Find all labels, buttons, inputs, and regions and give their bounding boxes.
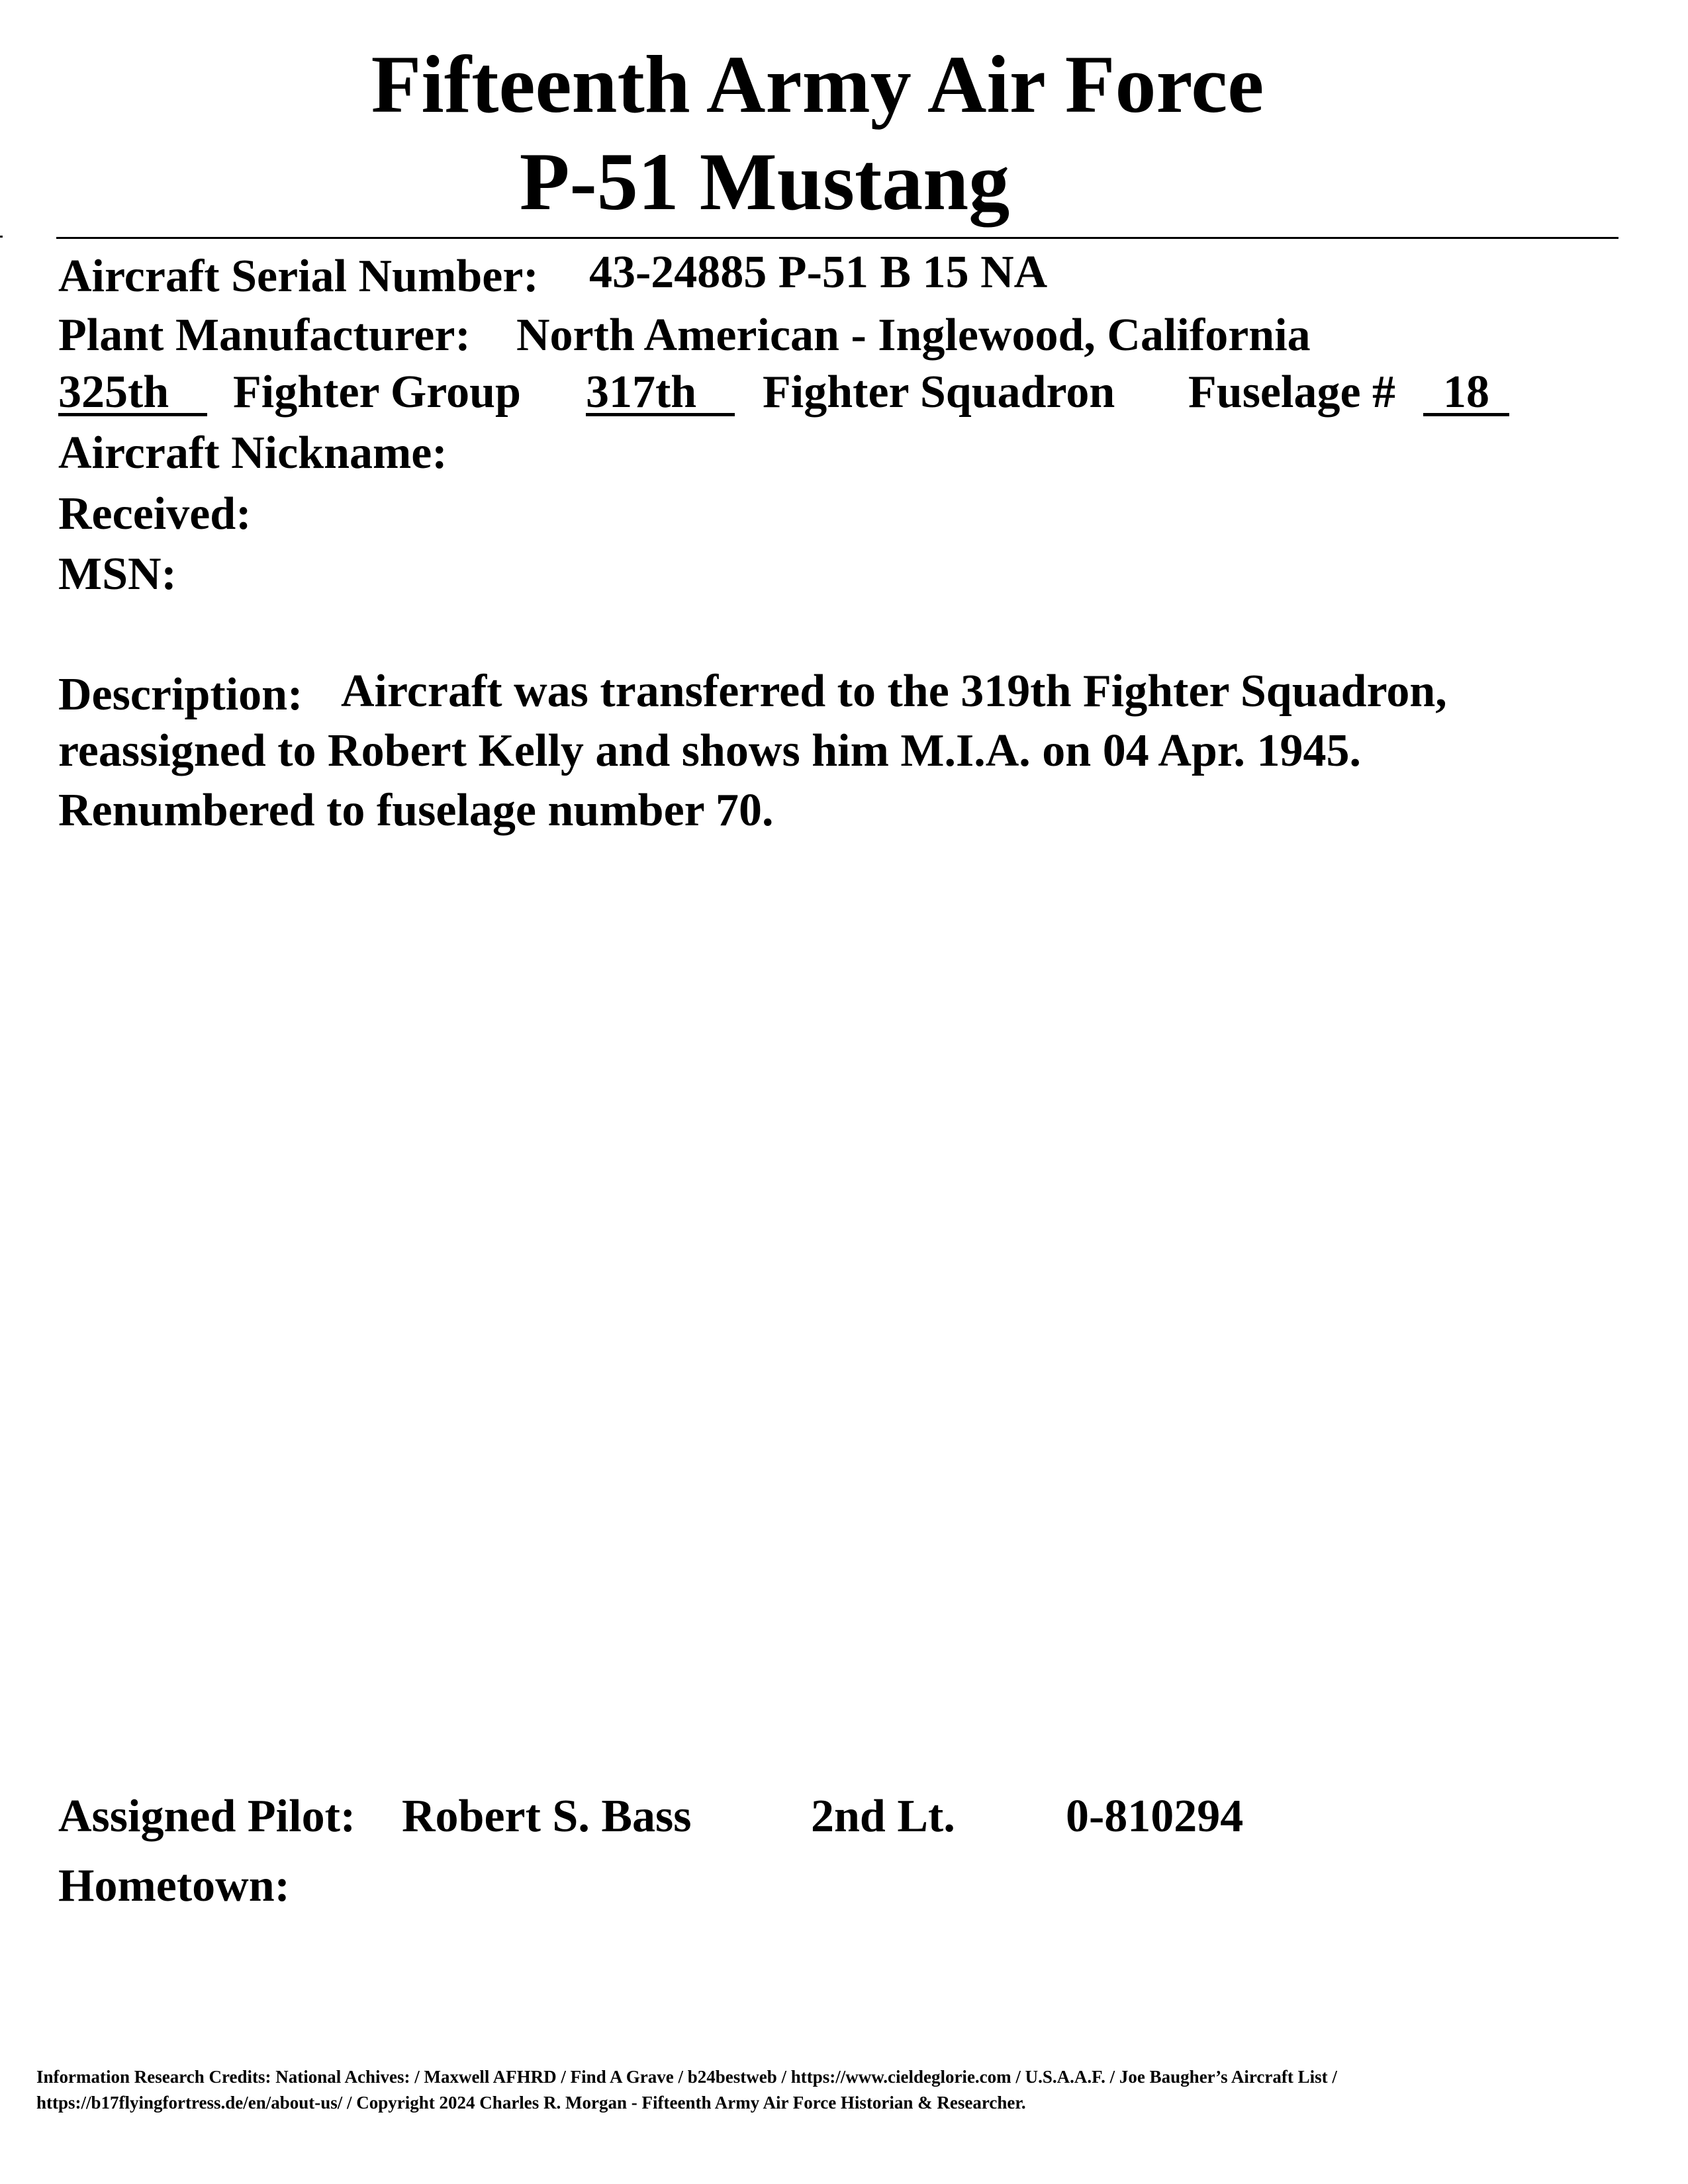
fighter-group-label: Fighter Group [233, 367, 521, 418]
hometown-label: Hometown: [58, 1860, 290, 1911]
pilot-service-number: 0-810294 [1066, 1791, 1244, 1842]
fighter-squadron-label: Fighter Squadron [763, 367, 1115, 418]
credits-line-2: https://b17flyingfortress.de/en/about-us/ / Copyright 2024 Charles R. Morgan - Fifteenth Army Air Force Historian & Researcher. [36, 2093, 1026, 2113]
fuselage-label: Fuselage # [1188, 367, 1396, 418]
description-label: Description: [58, 669, 303, 720]
serial-label: Aircraft Serial Number: [58, 251, 539, 302]
fuselage-value: 18 [1423, 372, 1509, 416]
pilot-name: Robert S. Bass [402, 1791, 692, 1842]
manufacturer-value: North American - Inglewood, California [516, 310, 1311, 361]
squadron-row [586, 366, 735, 419]
msn-label: MSN: [58, 549, 177, 600]
document-subtitle: P-51 Mustang [519, 136, 1010, 227]
fuselage-row [1423, 366, 1509, 419]
header-divider [56, 237, 1618, 239]
description-line-1: Aircraft was transferred to the 319th Fighter Squadron, [341, 666, 1447, 717]
fighter-squadron-value: 317th [586, 372, 735, 416]
group-row [58, 366, 207, 419]
description-line-2: reassigned to Robert Kelly and shows him M.I.A. on 04 Apr. 1945. [58, 725, 1361, 776]
manufacturer-label: Plant Manufacturer: [58, 310, 471, 361]
description-line-3: Renumbered to fuselage number 70. [58, 785, 774, 836]
credits-line-1: Information Research Credits: National Achives: / Maxwell AFHRD / Find A Grave / b24bestweb / https://www.cieldeglorie.com / U.S.A.A.F. / Joe Baugher’s Aircraft List / [36, 2067, 1337, 2087]
pilot-rank: 2nd Lt. [811, 1791, 955, 1842]
serial-value: 43-24885 P-51 B 15 NA [589, 247, 1048, 298]
fighter-group-value: 325th [58, 372, 207, 416]
pilot-label: Assigned Pilot: [58, 1791, 356, 1842]
received-label: Received: [58, 488, 252, 539]
nickname-label: Aircraft Nickname: [58, 428, 447, 478]
margin-mark [0, 236, 3, 238]
document-title: Fifteenth Army Air Force [371, 39, 1264, 130]
